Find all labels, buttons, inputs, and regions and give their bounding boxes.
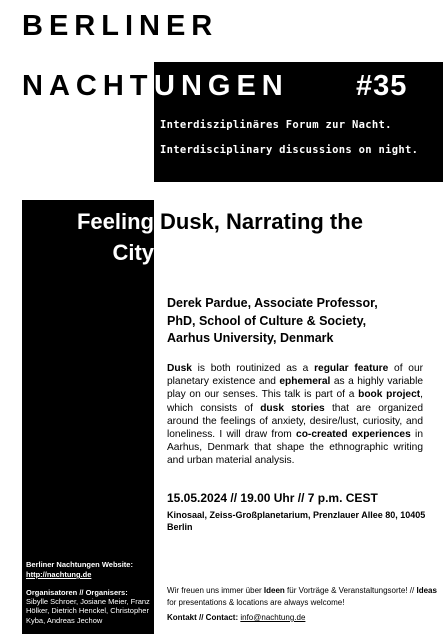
event-venue: Kinosaal, Zeiss-Großplanetarium, Prenzlauer Allee 80, 10405 Berlin (167, 510, 426, 532)
title-berliner: BERLINER (22, 10, 219, 42)
contact-email-link[interactable]: info@nachtung.de (240, 613, 306, 622)
organisers-list: Sibylle Schroer, Josiane Meier, Franz Hölker, Dietrich Henckel, Christopher Kyba, Andreas Jechow (26, 597, 150, 625)
talk-title-right: Dusk, Narrating the (160, 209, 363, 234)
forum-tagline-en: Interdisciplinary discussions on night. (160, 144, 419, 156)
contact-label: Kontakt // Contact: (167, 613, 239, 622)
issue-number: #35 (356, 70, 408, 102)
talk-title-word-city: City (112, 240, 154, 265)
title-nacht: NACHT (22, 70, 154, 102)
ideas-note: Wir freuen uns immer über Ideen für Vorträge & Veranstaltungsorte! // Ideas for presentations & locations are always welcome! (167, 586, 437, 607)
talk-abstract: Dusk is both routinized as a regular feature of our planetary existence and ephemeral as a highly variable play on our senses. This talk is part of a book project, which consists of dusk stories that are organized around the feelings of anxiety, desire/lust, curiosity, and loneliness. I will draw from co-created experiences in Aarhus, Denmark that shape the ethnographic writing and urban material analysis. (167, 363, 424, 467)
contact-line (167, 612, 437, 623)
event-datetime: 15.05.2024 // 19.00 Uhr // 7 p.m. CEST (167, 491, 378, 505)
forum-tagline-de: Interdisziplinäres Forum zur Nacht. (160, 119, 392, 131)
speaker-info: Derek Pardue, Associate Professor, PhD, School of Culture & Society, Aarhus University, Denmark (167, 296, 378, 345)
organisers-label: Organisatoren // Organisers: (26, 588, 128, 597)
website-label: Berliner Nachtungen Website: (26, 560, 133, 569)
website-link[interactable]: http://nachtung.de (26, 570, 92, 579)
title-ungen: UNGEN (154, 70, 289, 102)
header-black-block (154, 62, 443, 182)
talk-title-word-feeling: Feeling (76, 209, 154, 234)
talk-title-left (22, 206, 154, 268)
